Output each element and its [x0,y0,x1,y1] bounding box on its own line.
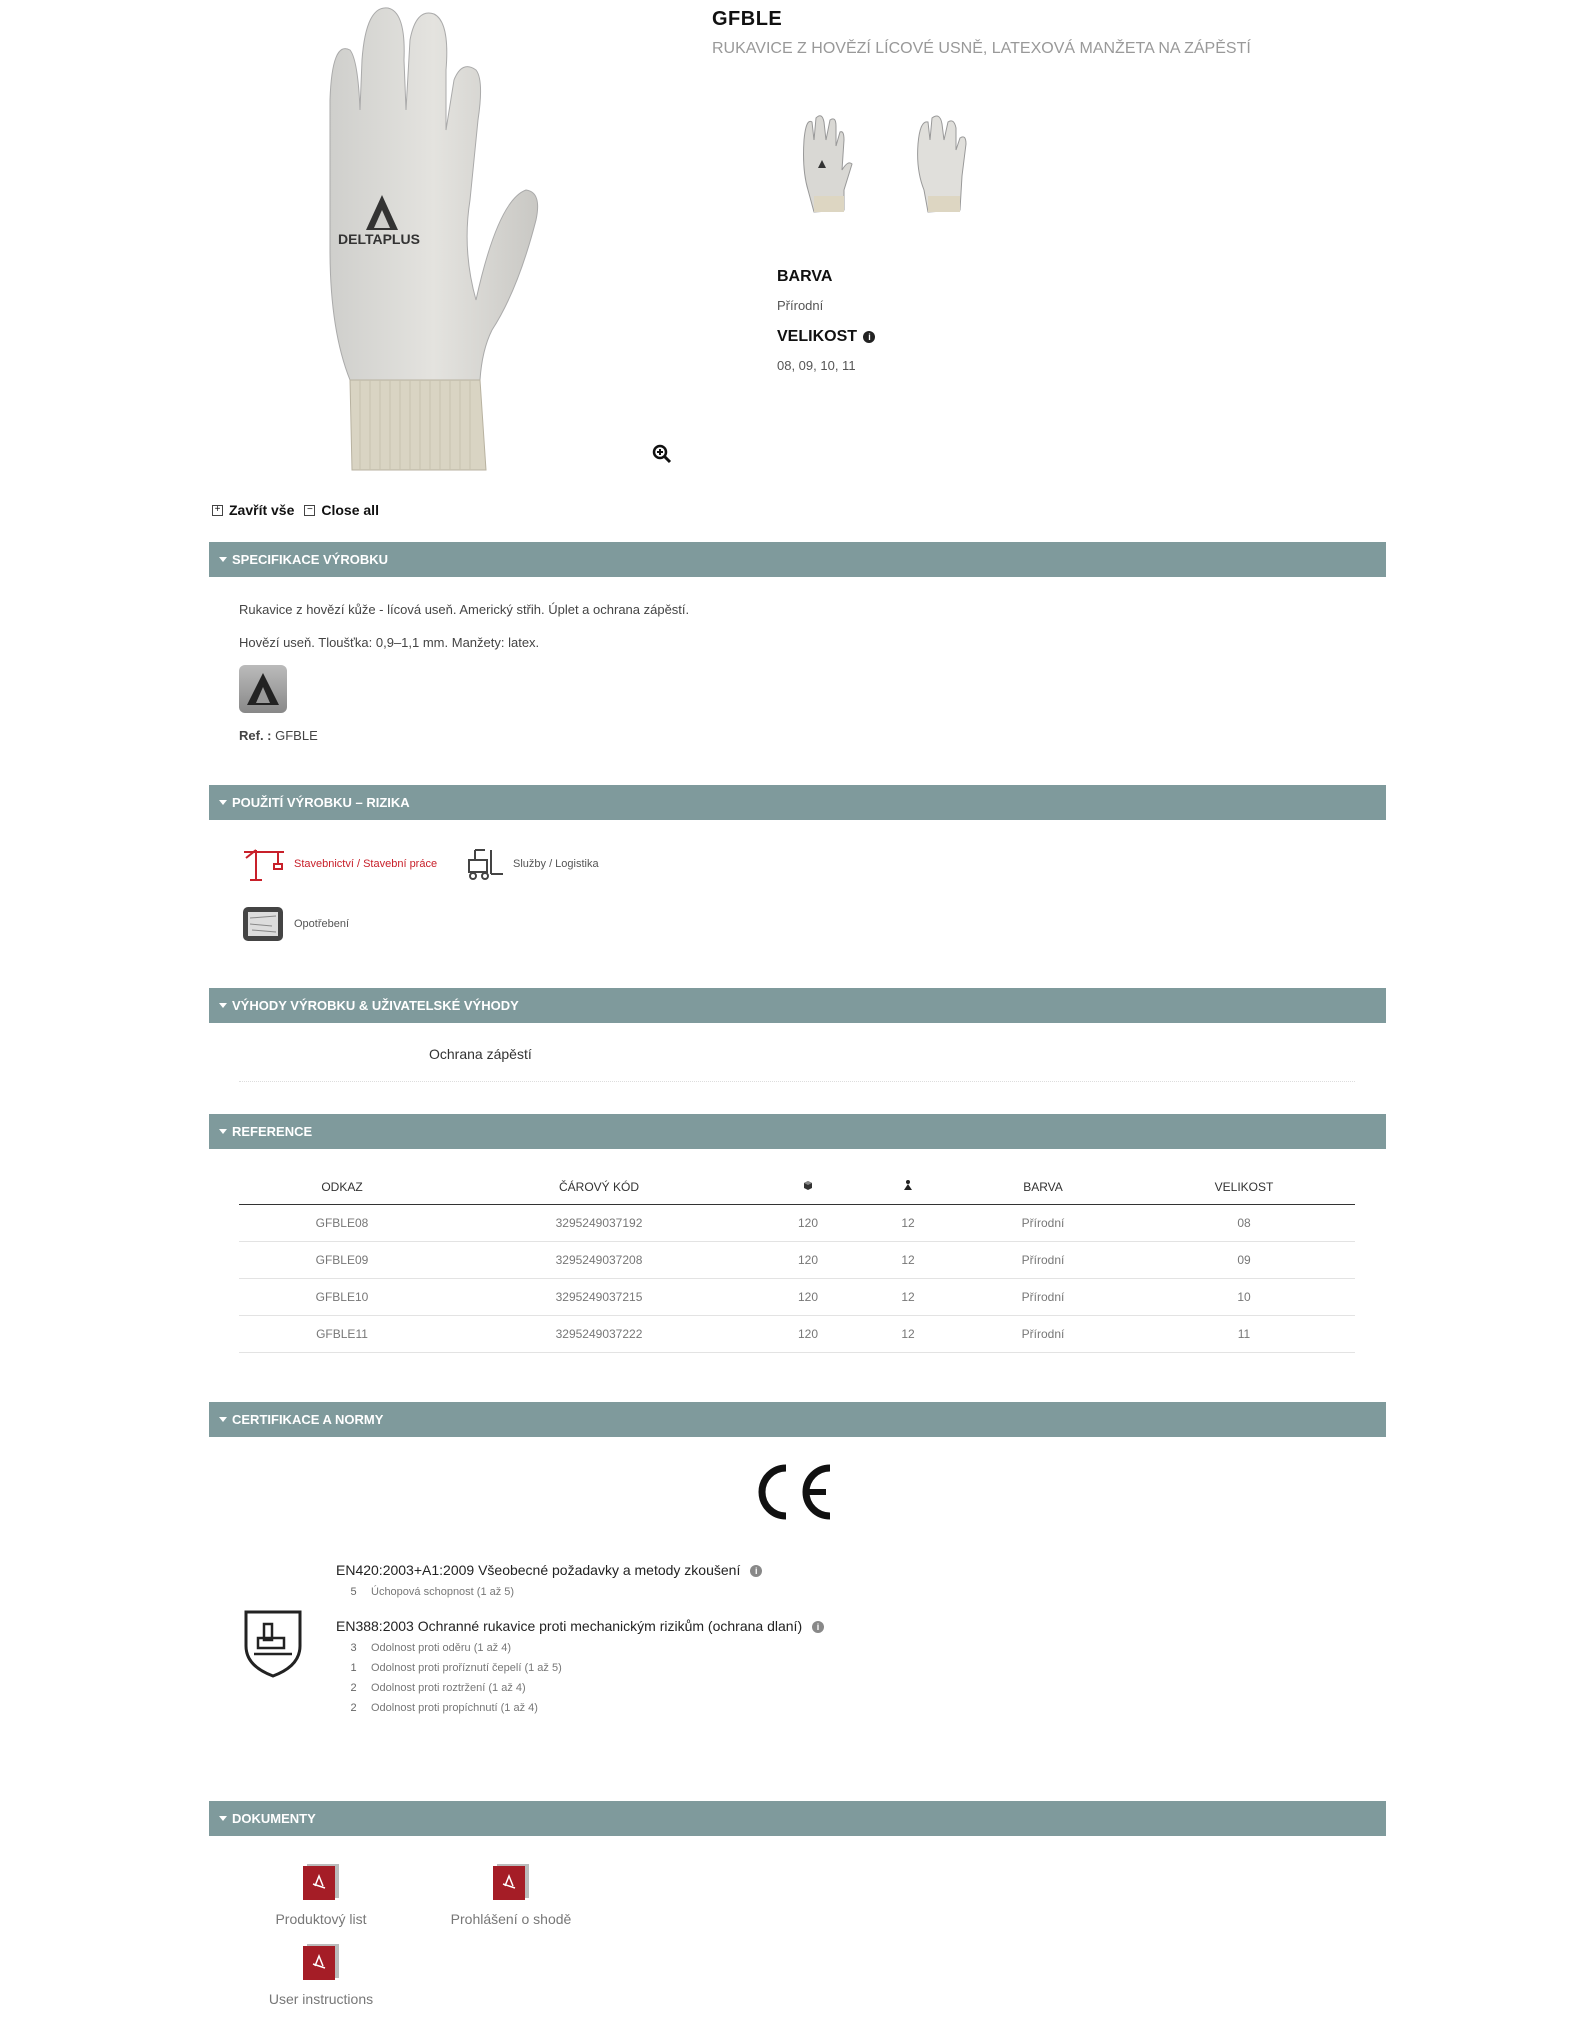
thumbnail-back[interactable] [900,110,984,220]
pdf-icon [301,1942,341,1982]
cell-size: 11 [1133,1315,1355,1352]
cell-box-qty: 120 [753,1278,863,1315]
doc-declaration[interactable] [421,1862,601,1927]
deltaplus-logo-icon [239,665,287,713]
cell-pack-qty: 12 [863,1315,953,1352]
cell-size: 10 [1133,1278,1355,1315]
cell-pack-qty: 12 [863,1241,953,1278]
cell-color: Přírodní [953,1278,1133,1315]
norm2-row [336,1662,562,1674]
close-all-toggle[interactable] [304,502,379,518]
doc-product-sheet[interactable] [231,1862,411,1927]
col-color: BARVA [953,1170,1133,1204]
pdf-icon [491,1862,531,1902]
usage-label-construction: Stavebnictví / Stavební práce [294,858,438,870]
ref-value: GFBLE [275,728,318,743]
expand-all-toggle[interactable] [212,502,294,518]
divider [239,1081,1355,1082]
expand-collapse-controls [212,502,379,518]
usage-label-logistics: Služby / Logistika [513,858,599,870]
norm-level: 2 [350,1682,357,1694]
norm-desc: Úchopová schopnost (1 až 5) [371,1586,515,1598]
norm2-row [336,1682,526,1694]
col-size: VELIKOST [1133,1170,1355,1204]
doc-label: Produktový list [275,1911,367,1927]
person-icon [863,1170,953,1204]
zoom-icon[interactable] [652,444,676,468]
doc-label: User instructions [268,1991,374,2007]
spec-line-2: Hovězí useň. Tloušťka: 0,9–1,1 mm. Manžety: latex. [239,635,540,650]
table-header-row [239,1170,1355,1204]
size-label-row [777,328,875,346]
cell-ref: GFBLE11 [239,1315,445,1352]
reference-table [239,1170,1355,1353]
cell-ref: GFBLE10 [239,1278,445,1315]
spec-ref [239,728,318,743]
section-header-benefits[interactable]: VÝHODY VÝROBKU & UŽIVATELSKÉ VÝHODY [209,988,1386,1023]
norm-desc: Odolnost proti propíchnutí (1 až 4) [371,1702,538,1714]
section-header-usage[interactable]: POUŽITÍ VÝROBKU – RIZIKA [209,785,1386,820]
close-all-label: Close all [321,502,379,518]
benefit-item: Ochrana zápěstí [429,1046,532,1062]
section-header-spec[interactable]: SPECIFIKACE VÝROBKU [209,542,1386,577]
norm1-title: EN420:2003+A1:2009 Všeobecné požadavky a metody zkoušení [336,1562,741,1578]
box-icon [753,1170,863,1204]
cell-ref: GFBLE09 [239,1241,445,1278]
info-icon[interactable]: i [812,1621,824,1633]
cell-box-qty: 120 [753,1315,863,1352]
table-row [239,1241,1355,1278]
crane-icon [242,846,286,882]
doc-user-instructions[interactable] [231,1942,411,2007]
usage-item-wear [242,906,349,942]
cell-pack-qty: 12 [863,1278,953,1315]
ce-mark [746,1460,836,1524]
section-header-reference[interactable]: REFERENCE [209,1114,1386,1149]
norm2-row [336,1702,538,1714]
cell-color: Přírodní [953,1204,1133,1241]
plus-icon: + [212,505,223,516]
expand-all-label: Zavřít vše [229,502,295,518]
doc-label: Prohlášení o shodě [450,1911,572,1927]
cell-barcode: 3295249037208 [445,1241,753,1278]
minus-icon: − [304,505,315,516]
table-row [239,1278,1355,1315]
glove-logo: DELTAPLUS [338,231,420,247]
norm-level: 1 [350,1662,357,1674]
norm-level: 2 [350,1702,357,1714]
norm2-title-row [336,1618,824,1634]
color-label: BARVA [777,268,833,285]
usage-item-construction [242,846,437,882]
table-row [239,1204,1355,1241]
product-main-image [270,0,690,482]
norm-level: 5 [350,1586,357,1598]
cell-color: Přírodní [953,1241,1133,1278]
product-title: GFBLE [712,8,783,30]
norm-desc: Odolnost proti roztržení (1 až 4) [371,1682,526,1694]
norm-desc: Odolnost proti proříznutí čepelí (1 až 5) [371,1662,562,1674]
mechanical-risk-shield-icon [242,1608,304,1678]
norm1-row [336,1586,514,1598]
cell-barcode: 3295249037192 [445,1204,753,1241]
norm1-title-row [336,1562,762,1578]
section-header-cert[interactable]: CERTIFIKACE A NORMY [209,1402,1386,1437]
info-icon[interactable]: i [863,331,875,343]
section-header-docs[interactable]: DOKUMENTY [209,1801,1386,1836]
norm-desc: Odolnost proti oděru (1 až 4) [371,1642,512,1654]
cell-pack-qty: 12 [863,1204,953,1241]
norm-level: 3 [350,1642,357,1654]
color-value: Přírodní [777,298,824,313]
pdf-icon [301,1862,341,1902]
size-value: 08, 09, 10, 11 [777,358,856,373]
cell-box-qty: 120 [753,1241,863,1278]
table-row [239,1315,1355,1352]
cell-size: 08 [1133,1204,1355,1241]
size-label: VELIKOST [777,328,858,345]
col-odkaz: ODKAZ [239,1170,445,1204]
info-icon[interactable]: i [750,1565,762,1577]
wear-icon [242,906,284,942]
ref-label: Ref. : [239,728,272,743]
cell-barcode: 3295249037215 [445,1278,753,1315]
norm2-row [336,1642,511,1654]
thumbnail-front[interactable] [786,110,870,220]
spec-line-1: Rukavice z hovězí kůže - lícová useň. Americký střih. Úplet a ochrana zápěstí. [239,602,690,617]
cell-barcode: 3295249037222 [445,1315,753,1352]
forklift-icon [461,846,505,882]
usage-label-wear: Opotřebení [294,918,350,930]
cell-ref: GFBLE08 [239,1204,445,1241]
cell-box-qty: 120 [753,1204,863,1241]
product-subtitle: RUKAVICE Z HOVĚZÍ LÍCOVÉ USNĚ, LATEXOVÁ MANŽETA NA ZÁPĚSTÍ [712,40,1251,57]
col-barcode: ČÁROVÝ KÓD [445,1170,753,1204]
norm2-title: EN388:2003 Ochranné rukavice proti mechanickým rizikům (ochrana dlaní) [336,1618,803,1634]
usage-item-logistics [461,846,599,882]
cell-size: 09 [1133,1241,1355,1278]
cell-color: Přírodní [953,1315,1133,1352]
